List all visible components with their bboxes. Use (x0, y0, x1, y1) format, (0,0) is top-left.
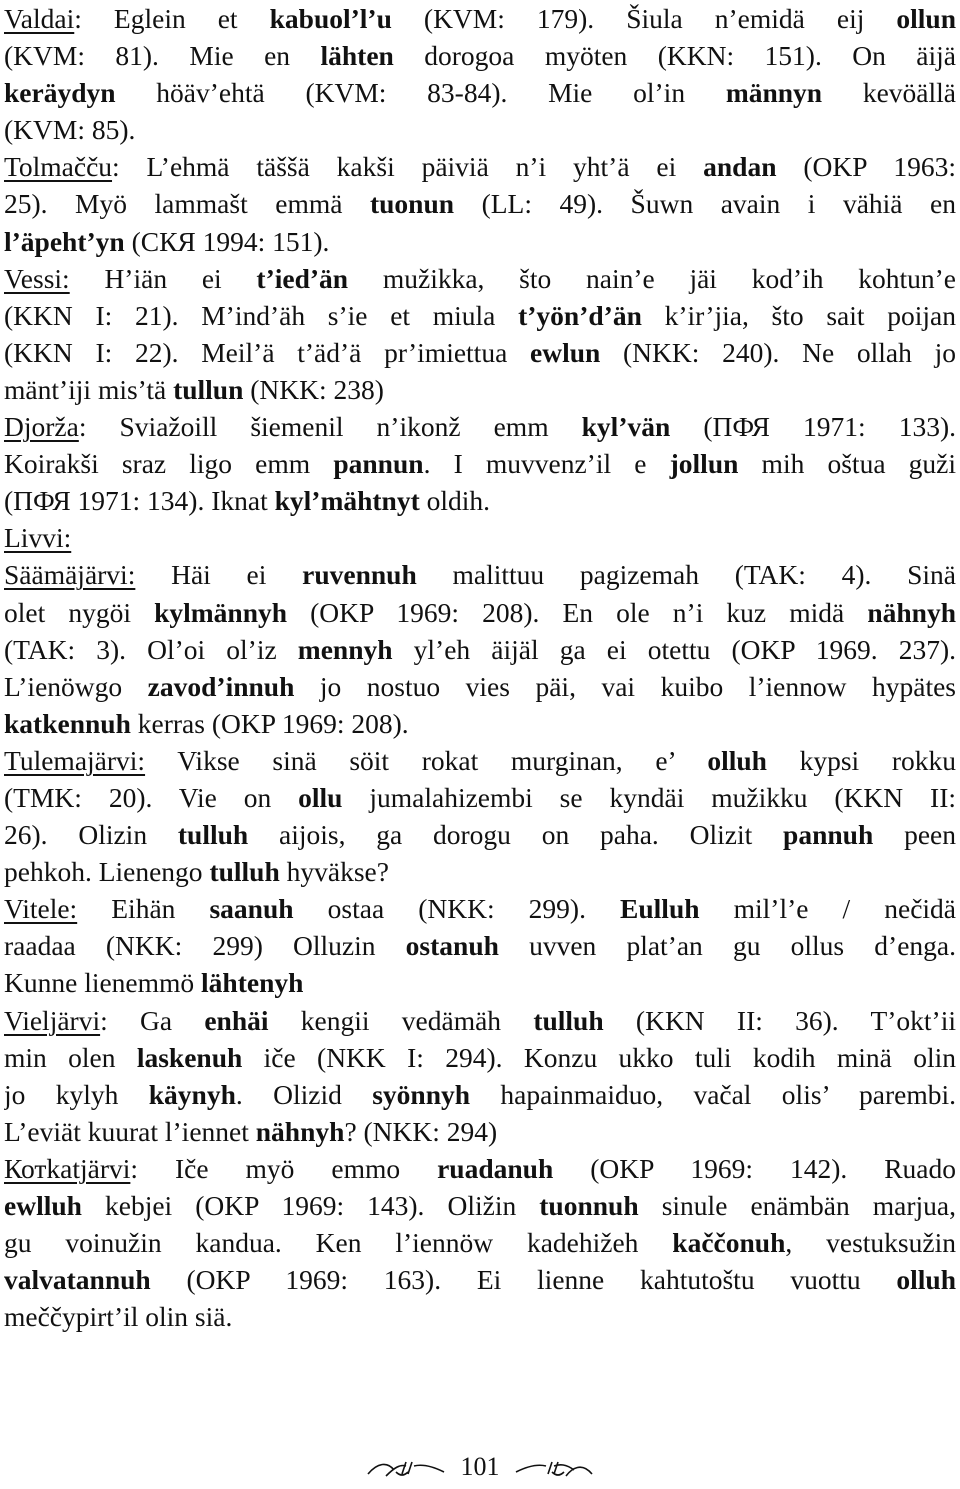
text-line (4, 371, 956, 408)
text-line (4, 74, 956, 111)
highlighted-form: l’äpeht’yn (4, 225, 125, 257)
dialect-heading: Säämäjärvi: (4, 559, 136, 591)
text-run: : Sviažoill šiemenil n’ikonž emm (78, 411, 582, 443)
highlighted-form: olluh (896, 1264, 956, 1296)
text-run: mänt’iji mis’tä (4, 373, 174, 405)
text-run: hapainmaiduo, vačal olis’ parembi. (470, 1078, 956, 1110)
text-run: (TAK: 3). Ol’oi ol’iz (4, 633, 298, 665)
text-line (4, 111, 956, 148)
text-run: yl’eh äijäl ga ei otettu (OKP 1969. 237). (392, 633, 956, 665)
text-run: jumalahizembi se kyndäi mužikku (KKN II: (342, 781, 956, 813)
text-run: : Ga (100, 1004, 205, 1036)
highlighted-form: tulluh (533, 1004, 604, 1036)
highlighted-form: pannuh (783, 819, 874, 851)
highlighted-form: ewlun (530, 336, 601, 368)
text-line (4, 1261, 956, 1298)
highlighted-form: laskenuh (136, 1041, 243, 1073)
document-body (4, 0, 956, 1335)
text-run: kypsi rokku (766, 744, 956, 776)
text-run: (OKP 1969: 142). Ruado (553, 1152, 956, 1184)
highlighted-form: andan (703, 151, 777, 183)
text-run: (OKP 1969: 163). Ei lienne kahtutoštu vuottu (150, 1264, 897, 1296)
text-run: mil’l’e / nečidä (699, 893, 956, 925)
text-run: olet nygöi (4, 596, 155, 628)
text-run: Koirakši sraz ligo emm (4, 448, 334, 480)
text-line (4, 1298, 956, 1335)
text-line (4, 185, 956, 222)
text-line (4, 556, 956, 593)
page-footer (0, 1452, 960, 1482)
text-run: (ПФЯ 1971: 133). (670, 411, 956, 443)
highlighted-form: mennyh (297, 633, 393, 665)
highlighted-form: saanuh (209, 893, 294, 925)
text-run: (KKN II: 36). T’okt’ii (603, 1004, 956, 1036)
highlighted-form: kyl’vän (581, 411, 671, 443)
text-run: uvven plat’an gu ollus d’enga. (498, 930, 956, 962)
dialect-heading: Tulemajärvi: (4, 744, 146, 776)
text-run: (KKN I: 22). Meil’ä t’äd’ä pr’imiettua (4, 336, 530, 368)
text-run: malittuu pagizemah (TAK: 4). Sinä (416, 559, 956, 591)
text-line (4, 1187, 956, 1224)
text-run: (NKK: 240). Ne ollah jo (600, 336, 956, 368)
highlighted-form: ewlluh (4, 1190, 82, 1221)
text-run: jo kylyh (4, 1078, 149, 1110)
text-run: Kunne lienemmö (4, 967, 202, 999)
highlighted-form: nähnyh (255, 1115, 345, 1147)
text-run: kengii vedämäh (268, 1004, 534, 1036)
dialect-heading: Livvi: (4, 522, 72, 554)
text-run: , vestuksužin (785, 1227, 956, 1259)
text-line (4, 1039, 956, 1076)
text-line (4, 1076, 956, 1113)
text-line (4, 816, 956, 853)
text-run: 26). Olizin (4, 819, 178, 851)
text-run: dorogoa myöten (KKN: 151). On äijä (393, 40, 956, 72)
dialect-heading: Vieljärvi (4, 1004, 101, 1036)
text-run: kerras (OKP 1969: 208). (130, 707, 409, 739)
highlighted-form: t’yön’d’än (518, 299, 642, 331)
text-run: (СКЯ 1994: 151). (124, 225, 330, 257)
highlighted-form: ollun (896, 3, 956, 34)
text-run: (ПФЯ 1971: 134). Iknat (4, 485, 275, 517)
highlighted-form: tuonnuh (539, 1190, 639, 1221)
text-run: H’iän ei (69, 262, 257, 294)
text-run: kevöällä (822, 77, 956, 109)
highlighted-form: männyn (725, 77, 823, 109)
text-run: (TMK: 20). Vie on (4, 781, 299, 813)
text-run: oldih. (419, 485, 491, 517)
text-run: : Eglein et (74, 3, 270, 34)
text-line (4, 334, 956, 371)
highlighted-form: olluh (707, 744, 767, 776)
highlighted-form: tuonun (369, 188, 455, 220)
page-number: 101 (460, 1452, 500, 1481)
text-run: sinule enämbän marjua, (638, 1190, 956, 1221)
text-run: (LL: 49). Šuwn avain i vähiä en (454, 188, 956, 220)
text-line (4, 297, 956, 334)
text-run: (OKP 1963: (776, 151, 956, 183)
text-run: Vikse sinä söit rokat murginan, e’ (145, 744, 708, 776)
text-run: 25). Myö lammašt emmä (4, 188, 370, 220)
highlighted-form: katkennuh (4, 707, 131, 739)
text-run: jo nostuo vies päi, vai kuibo l’iennow hypätes (294, 670, 956, 702)
highlighted-form: Eulluh (620, 893, 700, 925)
highlighted-form: kylmännyh (154, 596, 288, 628)
text-run: (KVM: 179). Šiula n’emidä eij (391, 3, 897, 34)
text-line (4, 1150, 956, 1187)
text-line (4, 445, 956, 482)
highlighted-form: ruadanuh (437, 1152, 554, 1184)
text-line (4, 1224, 956, 1261)
text-run: hyväkse? (279, 856, 389, 888)
text-line (4, 779, 956, 816)
highlighted-form: ostanuh (405, 930, 499, 962)
text-run: k’ir’jia, što sait poijan (641, 299, 956, 331)
highlighted-form: ollu (298, 781, 343, 813)
text-run: L’ienöwgo (4, 670, 148, 702)
text-run: pehkoh. Lienengo (4, 856, 210, 888)
highlighted-form: tulluh (209, 856, 280, 888)
flourish-ornament-icon (366, 1458, 446, 1480)
text-run: . Olizid (235, 1078, 373, 1110)
flourish-ornament-icon (514, 1458, 594, 1480)
highlighted-form: valvatannuh (4, 1264, 151, 1296)
highlighted-form: tullun (173, 373, 244, 405)
text-run: ? (NKK: 294) (344, 1115, 498, 1147)
text-run: ostaa (NKK: 299). (293, 893, 621, 925)
text-line (4, 37, 956, 74)
dialect-heading: Valdai (4, 3, 75, 34)
text-run: (KVM: 81). Mie en (4, 40, 321, 72)
text-run: (KVM: 85). (4, 114, 136, 146)
text-run: meččypirt’il olin siä. (4, 1301, 233, 1333)
text-line (4, 408, 956, 445)
text-line (4, 927, 956, 964)
highlighted-form: lähtenyh (201, 967, 304, 999)
text-run: (OKP 1969: 208). En ole n’i kuz midä (287, 596, 868, 628)
text-line (4, 148, 956, 185)
text-line (4, 1002, 956, 1039)
highlighted-form: ruvennuh (302, 559, 417, 591)
text-run: : L’ehmä täššä kakši päiviä n’i yht’ä ei (112, 151, 704, 183)
dialect-heading: Vitele: (4, 893, 78, 925)
text-line (4, 519, 956, 556)
text-line (4, 705, 956, 742)
text-line (4, 260, 956, 297)
text-run: L’eviät kuurat l’iennet (4, 1115, 256, 1147)
dialect-heading: Tolmačču (4, 151, 113, 183)
text-run: iče (NKK I: 294). Konzu ukko tuli kodih minä olin (242, 1041, 956, 1073)
text-run: raadaa (NKK: 299) Olluzin (4, 930, 406, 962)
text-line (4, 223, 956, 260)
text-line (4, 1113, 956, 1150)
text-run: mužikka, što nain’e jäi kod’ih kohtun’e (348, 262, 956, 294)
text-run: gu voinužin kandua. Ken l’iennöw kadehižeh (4, 1227, 673, 1259)
text-line (4, 0, 956, 37)
dialect-heading: Котkatjärvi (4, 1152, 131, 1184)
highlighted-form: zavod’innuh (147, 670, 295, 702)
highlighted-form: enhäi (204, 1004, 269, 1036)
highlighted-form: keräydyn (4, 77, 116, 109)
text-run: kebjei (OKP 1969: 143). Oližin (81, 1190, 540, 1221)
text-run: Eihän (77, 893, 210, 925)
highlighted-form: kabuol’l’u (269, 3, 392, 34)
highlighted-form: käynyh (148, 1078, 236, 1110)
highlighted-form: kaččonuh (672, 1227, 786, 1259)
highlighted-form: pannun (333, 448, 424, 480)
highlighted-form: lähten (320, 40, 394, 72)
text-run: Häi ei (135, 559, 303, 591)
dialect-heading: Djorža (4, 411, 79, 443)
text-run: : Iče myö emmo (130, 1152, 438, 1184)
highlighted-form: tulluh (177, 819, 249, 851)
text-run: aijois, ga dorogu on paha. Olizit (248, 819, 784, 851)
highlighted-form: t’ied’än (256, 262, 349, 294)
text-line (4, 631, 956, 668)
highlighted-form: kyl’mähtnyt (274, 485, 420, 517)
text-line (4, 668, 956, 705)
text-line (4, 594, 956, 631)
text-run: (KKN I: 21). M’ind’äh s’ie et miula (4, 299, 519, 331)
text-line (4, 853, 956, 890)
text-run: (NKK: 238) (243, 373, 384, 405)
dialect-heading: Vessi: (4, 262, 70, 294)
text-line (4, 482, 956, 519)
text-run: . I muvvenz’il e (423, 448, 670, 480)
highlighted-form: jollun (669, 448, 739, 480)
text-line (4, 890, 956, 927)
text-line (4, 964, 956, 1001)
text-run: mih oštua guži (738, 448, 956, 480)
text-run: peen (873, 819, 956, 851)
text-line (4, 742, 956, 779)
highlighted-form: syönnyh (372, 1078, 471, 1110)
text-run: min olen (4, 1041, 137, 1073)
text-run: höäv’ehtä (KVM: 83-84). Mie ol’in (115, 77, 726, 109)
highlighted-form: nähnyh (867, 596, 956, 628)
